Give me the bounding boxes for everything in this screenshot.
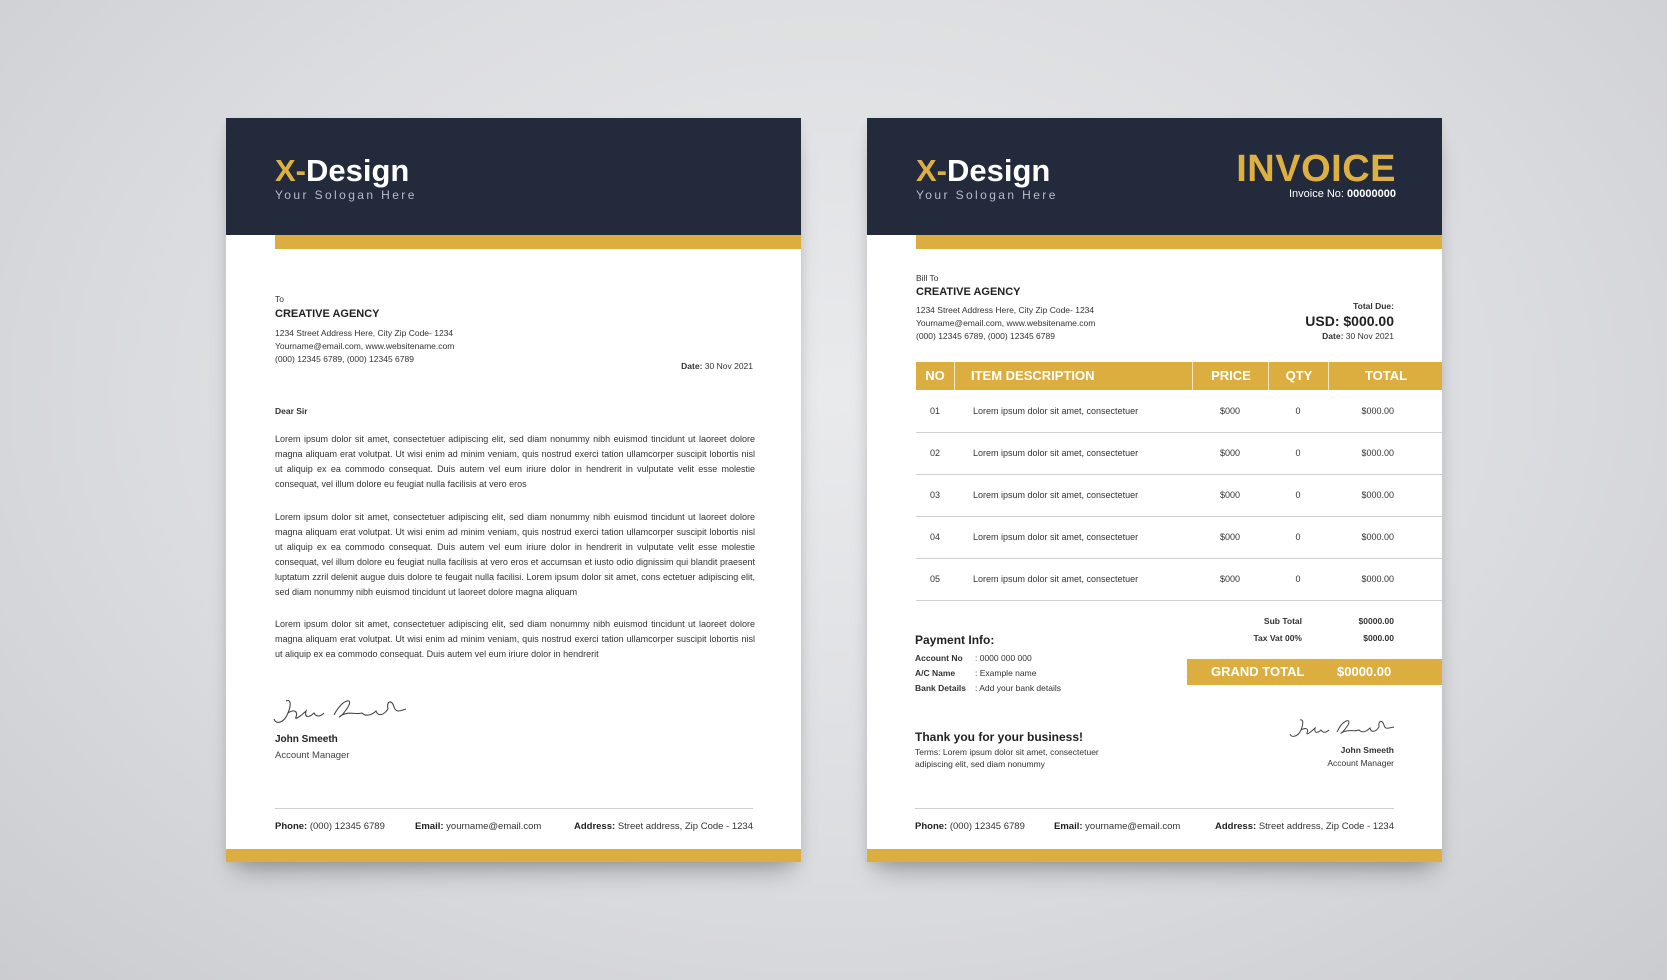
brand-slogan: Your Sologan Here	[275, 188, 417, 202]
cell-qty: 0	[1295, 448, 1301, 458]
cell-description: Lorem ipsum dolor sit amet, consectetuer	[973, 574, 1139, 584]
salutation: Dear Sir	[275, 406, 308, 416]
cell-no: 02	[929, 448, 940, 458]
bottom-accent-bar	[867, 849, 1442, 862]
total-due-value: USD: $000.00	[1305, 313, 1394, 329]
recipient-address-line: (000) 12345 6789, (000) 12345 6789	[275, 354, 414, 364]
cell-price: $000	[1219, 532, 1241, 542]
body-paragraph: Lorem ipsum dolor sit amet, consectetuer adipiscing elit, sed diam nonummy nibh euismod tincidunt ut laoreet dolore magna aliquam erat volutpat. Ut wisi enim ad minim veniam, quis nostrud exerci tation ullamcorper suscipit lobortis nisl ut aliquip ex ea commodo consequat. Duis autem vel eum iriure dolor in hendrerit in vulputate velit esse molestie consequat, vel illum dolore eu feugiat nulla facilisis at vero eros et accumsan et iusto odio dignissim qui blandit praesent luptatum zzril delenit augue duis dolore te feugait nulla facilisi. Lorem ipsum dolor sit amet, cons ectetuer adipiscing elit, sed diam nonummy nibh euismod tincidunt ut laoreet dolore magna aliquam	[275, 512, 755, 597]
items-table-header	[916, 362, 1442, 390]
tax-label: Tax Vat 00%	[1253, 633, 1302, 643]
thanks-message: Thank you for your business!	[915, 730, 1084, 744]
cell-no: 04	[929, 532, 940, 542]
to-label: To	[275, 294, 284, 304]
terms-line: adipiscing elit, sed diam nonummy	[915, 759, 1045, 769]
cell-total: $000.00	[1361, 574, 1394, 584]
total-due-label: Total Due:	[1353, 301, 1394, 311]
payment-name-value: : Example name	[975, 668, 1037, 678]
cell-qty: 0	[1295, 406, 1301, 416]
table-row	[916, 474, 1442, 517]
bill-to-name: CREATIVE AGENCY	[916, 286, 1021, 298]
cell-description: Lorem ipsum dolor sit amet, consectetuer	[973, 406, 1139, 416]
footer-email: Email: yourname@email.com	[1054, 821, 1181, 832]
bottom-accent-bar	[226, 849, 801, 862]
grand-total-label: GRAND TOTAL	[1211, 664, 1305, 679]
column-header-price: PRICE	[1192, 362, 1269, 390]
subtotal-value: $0000.00	[1358, 616, 1394, 626]
payment-info-title: Payment Info:	[915, 633, 995, 647]
tax-value: $000.00	[1363, 633, 1394, 643]
payment-name-label: A/C Name	[915, 668, 956, 678]
payment-bank-label: Bank Details	[915, 683, 967, 693]
cell-description: Lorem ipsum dolor sit amet, consectetuer	[973, 490, 1139, 500]
signer-title: Account Manager	[275, 750, 350, 761]
bill-to-label: Bill To	[916, 273, 939, 283]
cell-qty: 0	[1295, 532, 1301, 542]
cell-total: $000.00	[1361, 406, 1394, 416]
table-row	[916, 432, 1442, 475]
brand-logo: X-Design	[916, 153, 1051, 188]
header-accent-bar	[275, 235, 801, 249]
cell-price: $000	[1219, 406, 1241, 416]
invoice-date: Date: 30 Nov 2021	[1322, 331, 1394, 341]
column-header-qty: QTY	[1268, 362, 1329, 390]
cell-qty: 0	[1295, 574, 1301, 584]
cell-qty: 0	[1295, 490, 1301, 500]
cell-total: $000.00	[1361, 448, 1394, 458]
letter-date: Date: 30 Nov 2021	[681, 361, 753, 371]
letterhead-document	[226, 118, 801, 862]
grand-total-bar	[1187, 659, 1442, 685]
signer-name: John Smeeth	[275, 734, 338, 745]
column-header-total: TOTAL	[1328, 362, 1443, 390]
column-header-no: NO	[925, 368, 945, 383]
header-accent-bar	[916, 235, 1442, 249]
table-row	[916, 390, 1442, 433]
signer-title: Account Manager	[1327, 758, 1394, 768]
payment-bank-value: : Add your bank details	[975, 683, 1062, 693]
brand-logo: X-Design	[275, 153, 410, 188]
letterhead-header	[226, 118, 801, 235]
footer-address: Address: Street address, Zip Code - 1234	[1214, 821, 1394, 832]
body-paragraph: Lorem ipsum dolor sit amet, consectetuer adipiscing elit, sed diam nonummy nibh euismod tincidunt ut laoreet dolore magna aliquam erat volutpat. Ut wisi enim ad minim veniam, quis nostrud exerci tation ullamcorper suscipit lobortis nisl ut aliquip ex ea commodo consequat. Duis autem vel eum iriure dolor in hendrerit in vulputate velit esse molestie consequat, vel illum dolore eu feugiat nulla facilisis at vero eros	[275, 434, 755, 489]
footer-divider	[275, 808, 753, 809]
invoice-document	[867, 118, 1442, 862]
recipient-address-line: Yourname@email.com, www.websitename.com	[275, 341, 455, 351]
bill-to-address-line: (000) 12345 6789, (000) 12345 6789	[916, 331, 1055, 341]
body-paragraph: Lorem ipsum dolor sit amet, consectetuer adipiscing elit, sed diam nonummy nibh euismod tincidunt ut laoreet dolore magna aliquam erat volutpat. Ut wisi enim ad minim veniam, quis nostrud exerci tation ullamcorper suscipit lobortis nisl ut aliquip ex ea commodo consequat. Duis autem vel eum iriure dolor in hendrerit	[275, 619, 755, 659]
invoice-number: Invoice No: 00000000	[1288, 188, 1396, 200]
column-header-description: ITEM DESCRIPTION	[954, 362, 1192, 390]
footer-email: Email: yourname@email.com	[415, 821, 542, 832]
invoice-header	[867, 118, 1442, 235]
payment-account-label: Account No	[915, 653, 963, 663]
invoice-title: INVOICE	[1236, 148, 1396, 190]
cell-total: $000.00	[1361, 490, 1394, 500]
payment-account-value: : 0000 000 000	[975, 653, 1032, 663]
bill-to-address-line: 1234 Street Address Here, City Zip Code- 1234	[916, 305, 1095, 315]
footer-divider	[915, 808, 1394, 809]
signature-graphic	[272, 695, 412, 729]
signature-graphic	[1288, 716, 1398, 742]
table-row	[916, 516, 1442, 559]
recipient-address-line: 1234 Street Address Here, City Zip Code- 1234	[275, 328, 454, 338]
footer-phone: Phone: (000) 12345 6789	[275, 821, 385, 832]
recipient-name: CREATIVE AGENCY	[275, 308, 380, 320]
grand-total-value: $0000.00	[1337, 664, 1392, 679]
cell-description: Lorem ipsum dolor sit amet, consectetuer	[973, 532, 1139, 542]
footer-address: Address: Street address, Zip Code - 1234	[573, 821, 753, 832]
signer-name: John Smeeth	[1340, 745, 1394, 755]
cell-price: $000	[1219, 448, 1241, 458]
table-row	[916, 558, 1442, 601]
cell-no: 03	[929, 490, 940, 500]
bill-to-address-line: Yourname@email.com, www.websitename.com	[916, 318, 1096, 328]
cell-no: 05	[929, 574, 940, 584]
footer-phone: Phone: (000) 12345 6789	[915, 821, 1025, 832]
cell-price: $000	[1219, 490, 1241, 500]
cell-total: $000.00	[1361, 532, 1394, 542]
brand-slogan: Your Sologan Here	[916, 188, 1058, 202]
cell-description: Lorem ipsum dolor sit amet, consectetuer	[973, 448, 1139, 458]
cell-price: $000	[1219, 574, 1241, 584]
subtotal-label: Sub Total	[1263, 616, 1302, 626]
cell-no: 01	[929, 406, 940, 416]
terms-line: Terms: Lorem ipsum dolor sit amet, consectetuer	[915, 747, 1099, 757]
